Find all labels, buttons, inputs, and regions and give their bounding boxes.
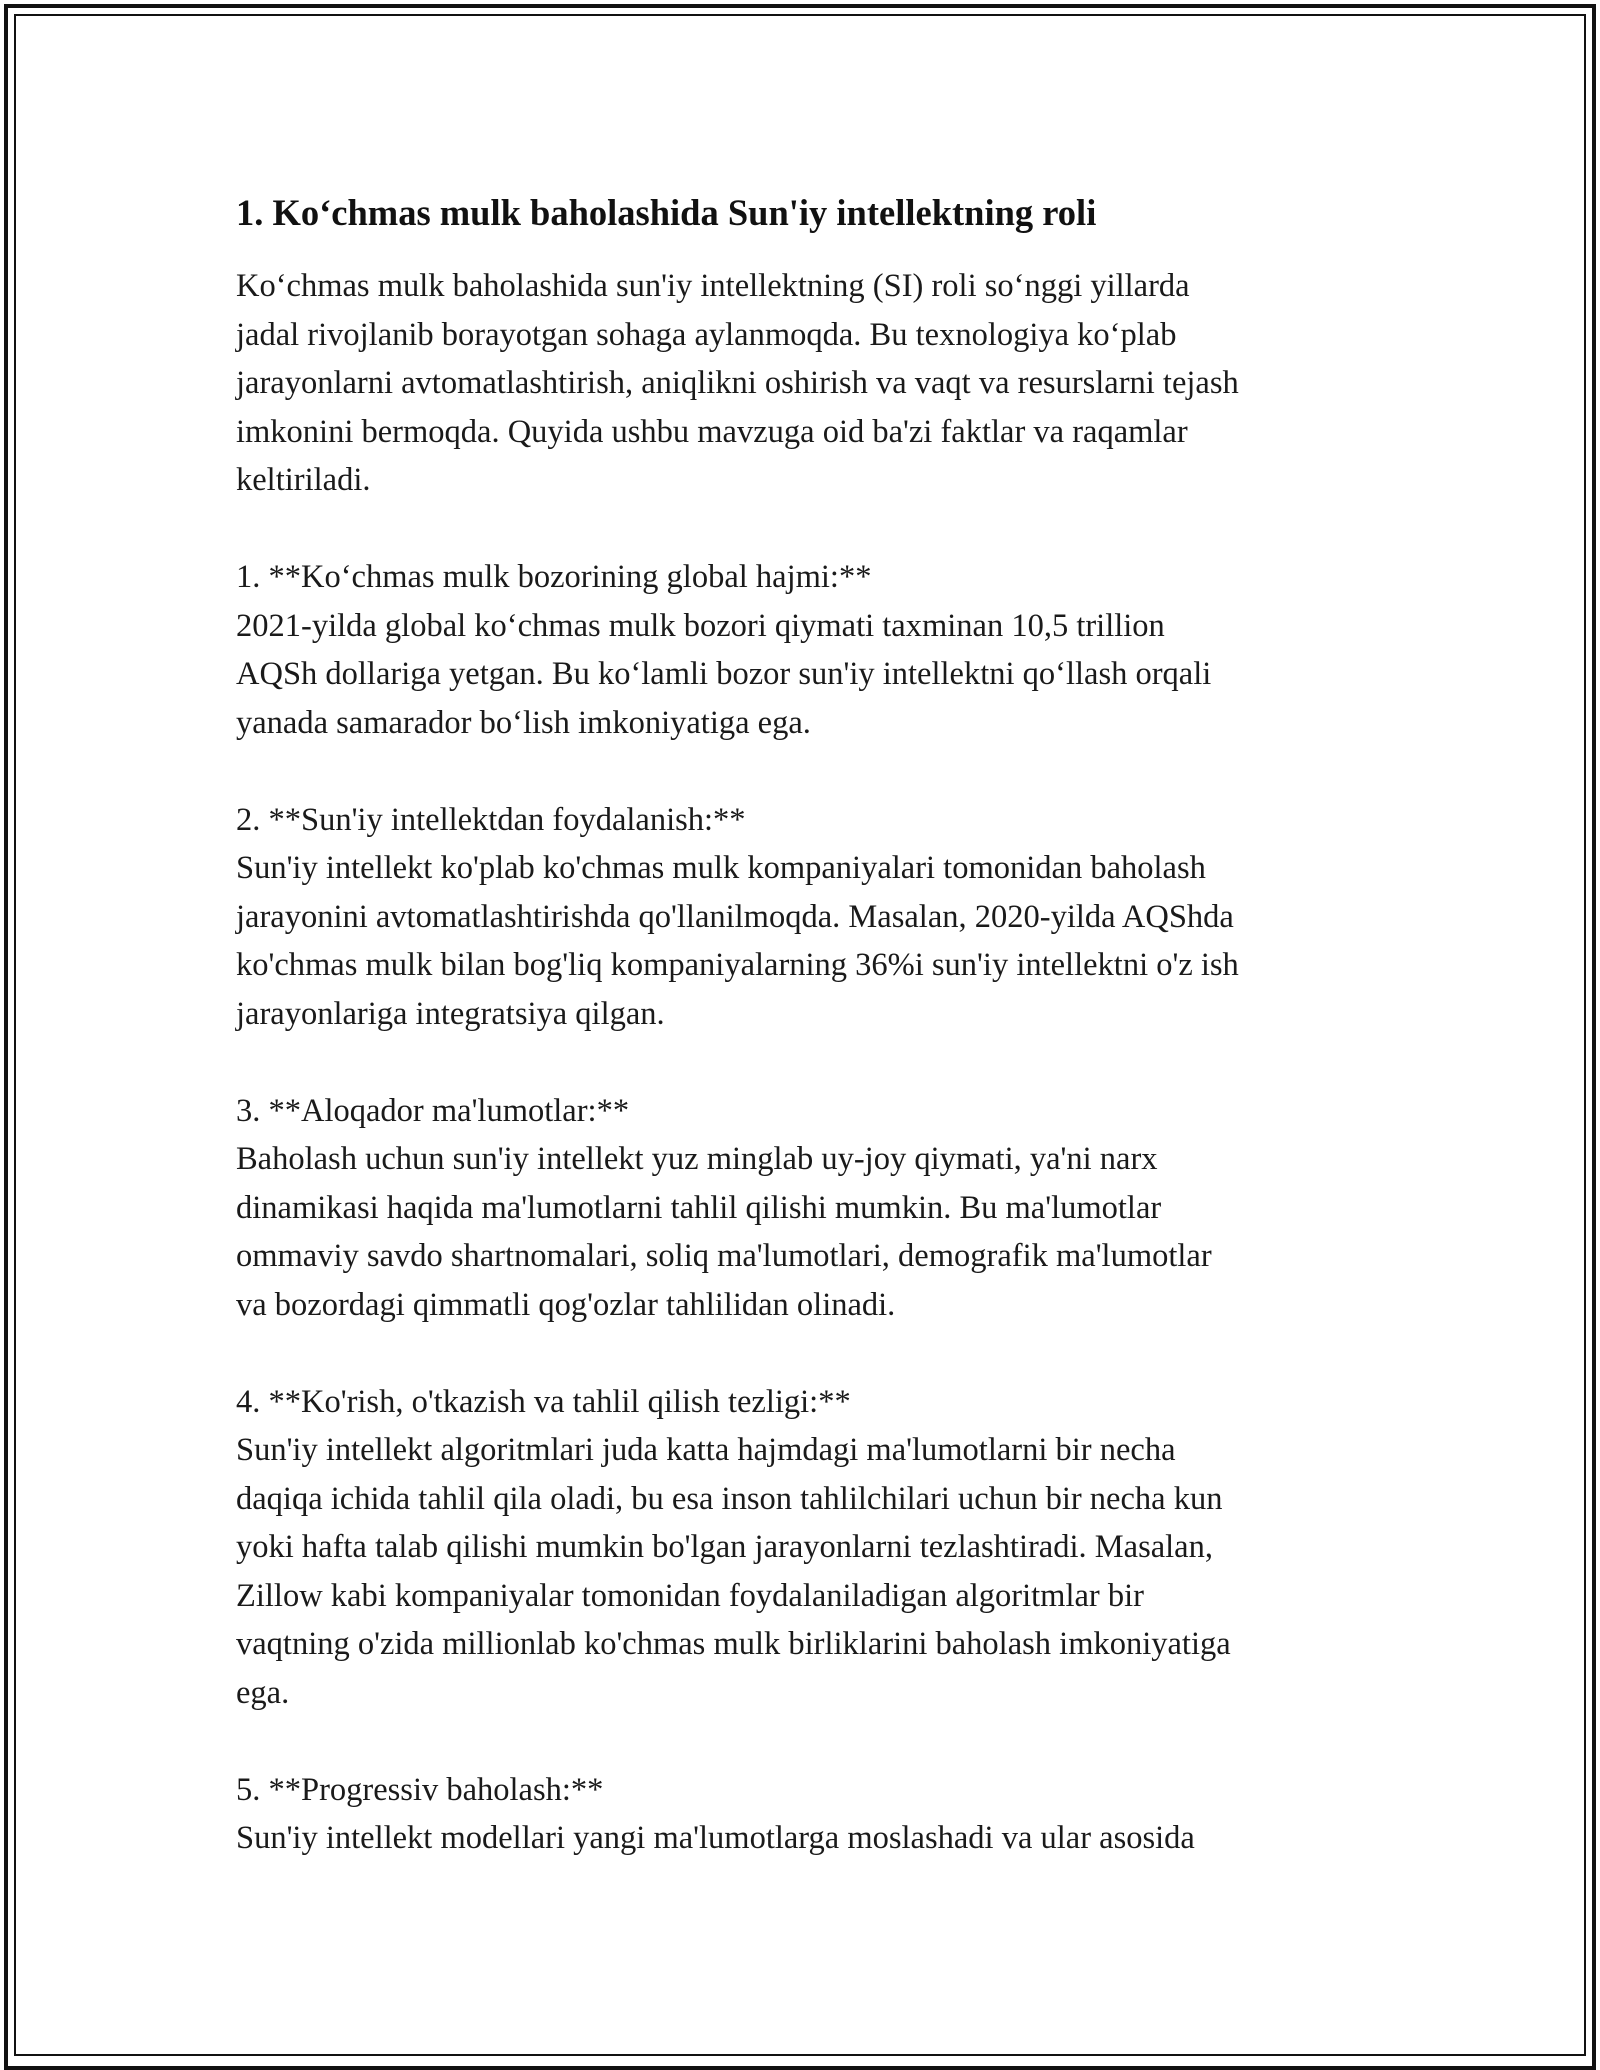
section-heading: 5. **Progressiv baholash:** — [236, 1771, 604, 1808]
section-heading: 2. **Sun'iy intellektdan foydalanish:** — [236, 801, 746, 838]
section-heading: 1. **Ko‘chmas mulk bozorining global hajmi:** — [236, 559, 872, 595]
section-heading: 4. **Ko'rish, o'tkazish va tahlil qilish tezligi:** — [236, 1383, 851, 1420]
section-5 — [236, 1766, 1386, 1863]
section-3 — [236, 1087, 1386, 1330]
section-1 — [236, 553, 1386, 747]
document-title: 1. Ko‘chmas mulk baholashida Sun'iy intellektning roli — [236, 192, 1097, 233]
intro-paragraph: Ko‘chmas mulk baholashida sun'iy intellektning (SI) roli so‘nggi yillarda jadal rivojlanib borayotgan sohaga aylanmoqda. Bu texnologiya ko‘plab jarayonlarni avtomatlashtirish, aniqlikni oshirish va vaqt va resurslarni tejash imkonini bermoqda. Quyida ushbu mavzuga oid ba'zi faktlar va raqamlar keltiriladi. — [236, 268, 1239, 498]
document-content — [236, 186, 1386, 1863]
section-heading: 3. **Aloqador ma'lumotlar:** — [236, 1092, 630, 1129]
section-body: Sun'iy intellekt algoritmlari juda katta hajmdagi ma'lumotlarni bir necha daqiqa ichida tahlil qila oladi, bu esa inson tahlilchilari uchun bir necha kun yoki hafta talab qilishi mumkin bo'lgan jarayonlarni tezlashtiradi. Masalan, Zillow kabi kompaniyalar tomonidan foydalaniladigan algoritmlar bir vaqtning o'zida millionlab ko'chmas mulk birliklarini baholash imkoniyatiga ega. — [236, 1432, 1231, 1711]
section-body: Sun'iy intellekt ko'plab ko'chmas mulk kompaniyalari tomonidan baholash jarayonini avtomatlashtirishda qo'llanilmoqda. Masalan, 2020-yilda AQShda ko'chmas mulk bilan bog'liq kompaniyalarning 36%i sun'iy intellektni o'z ish jarayonlariga integratsiya qilgan. — [236, 850, 1239, 1032]
section-2 — [236, 796, 1386, 1039]
section-body: 2021-yilda global ko‘chmas mulk bozori qiymati taxminan 10,5 trillion AQSh dollariga yetgan. Bu ko‘lamli bozor sun'iy intellektni qo‘llash orqali yanada samarador bo‘lish imkoniyatiga ega. — [236, 607, 1212, 741]
section-body: Baholash uchun sun'iy intellekt yuz minglab uy-joy qiymati, ya'ni narx dinamikasi haqida ma'lumotlarni tahlil qilishi mumkin. Bu ma'lumotlar ommaviy savdo shartnomalari, soliq ma'lumotlari, demografik ma'lumotlar va bozordagi qimmatli qog'ozlar tahlilidan olinadi. — [236, 1141, 1212, 1323]
section-body: Sun'iy intellekt modellari yangi ma'lumotlarga moslashadi va ular asosida — [236, 1820, 1195, 1856]
section-4 — [236, 1378, 1386, 1718]
